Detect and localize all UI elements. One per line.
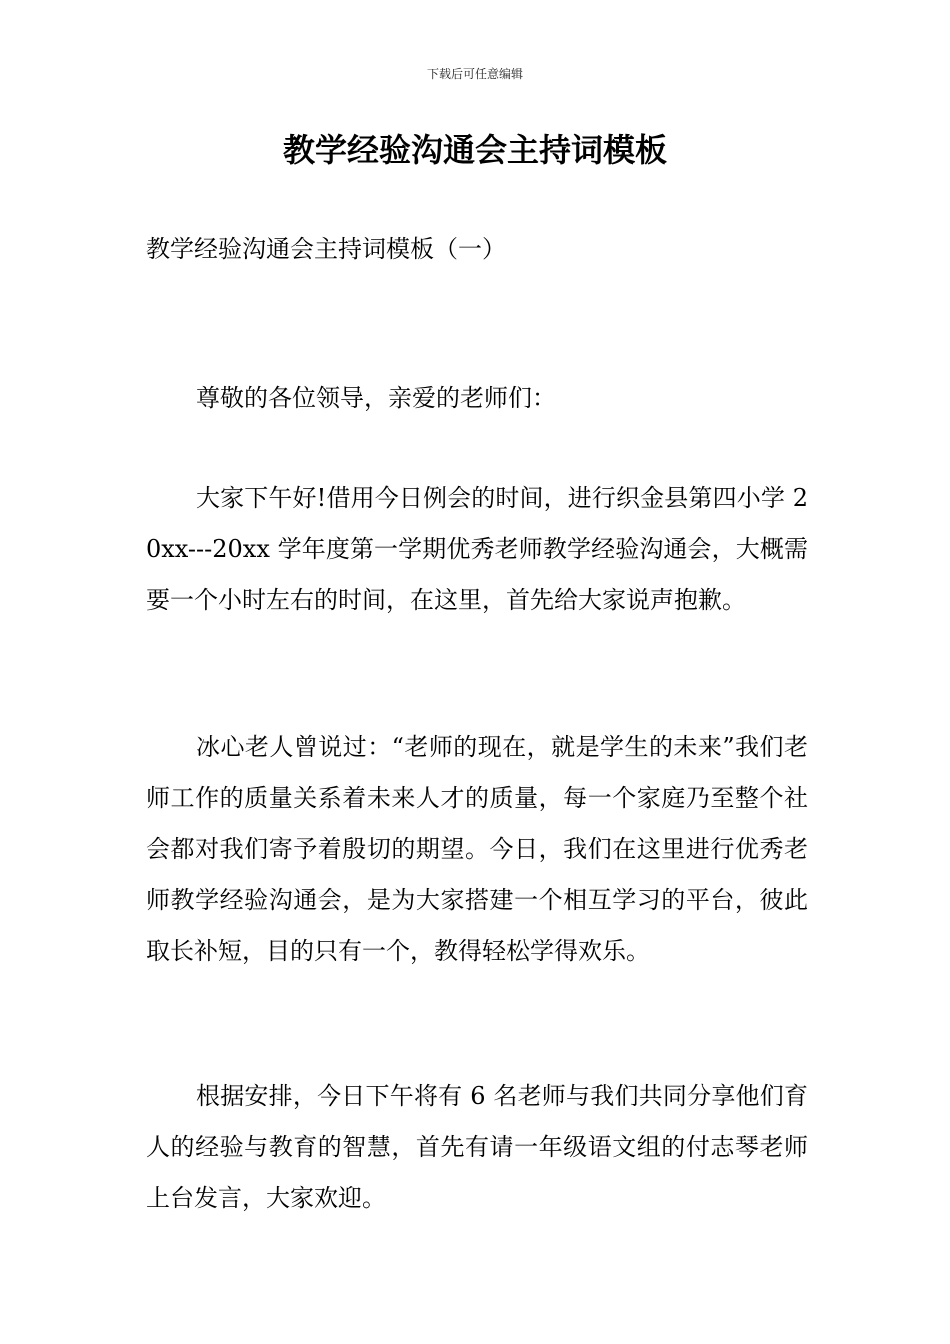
document-title: 教学经验沟通会主持词模板	[282, 131, 667, 169]
paragraph-quote: 冰心老人曾说过：“老师的现在，就是学生的未来”我们老师工作的质量关系着未来人才的质量，每一个家庭乃至整个社会都对我们寄予着殷切的期望。今日，我们在这里进行优秀老师教学经验沟通会，是为大家搭建一个相互学习的平台，彼此取长补短，目的只有一个，教得轻松学得欢乐。	[146, 733, 808, 965]
header-note: 下载后可任意编辑	[426, 67, 523, 81]
section-subtitle: 教学经验沟通会主持词模板（一）	[146, 235, 506, 263]
paragraph-opening: 大家下午好!借用今日例会的时间，进行织金县第四小学 20xx---20xx 学年度第一学期优秀老师教学经验沟通会，大概需要一个小时左右的时间，在这里，首先给大家说声抱歉。	[146, 484, 808, 614]
paragraph-greeting: 尊敬的各位领导，亲爱的老师们：	[196, 384, 556, 412]
paragraph-arrangement: 根据安排，今日下午将有 6 名老师与我们共同分享他们育人的经验与教育的智慧，首先有请一年级语文组的付志琴老师上台发言，大家欢迎。	[146, 1082, 808, 1212]
